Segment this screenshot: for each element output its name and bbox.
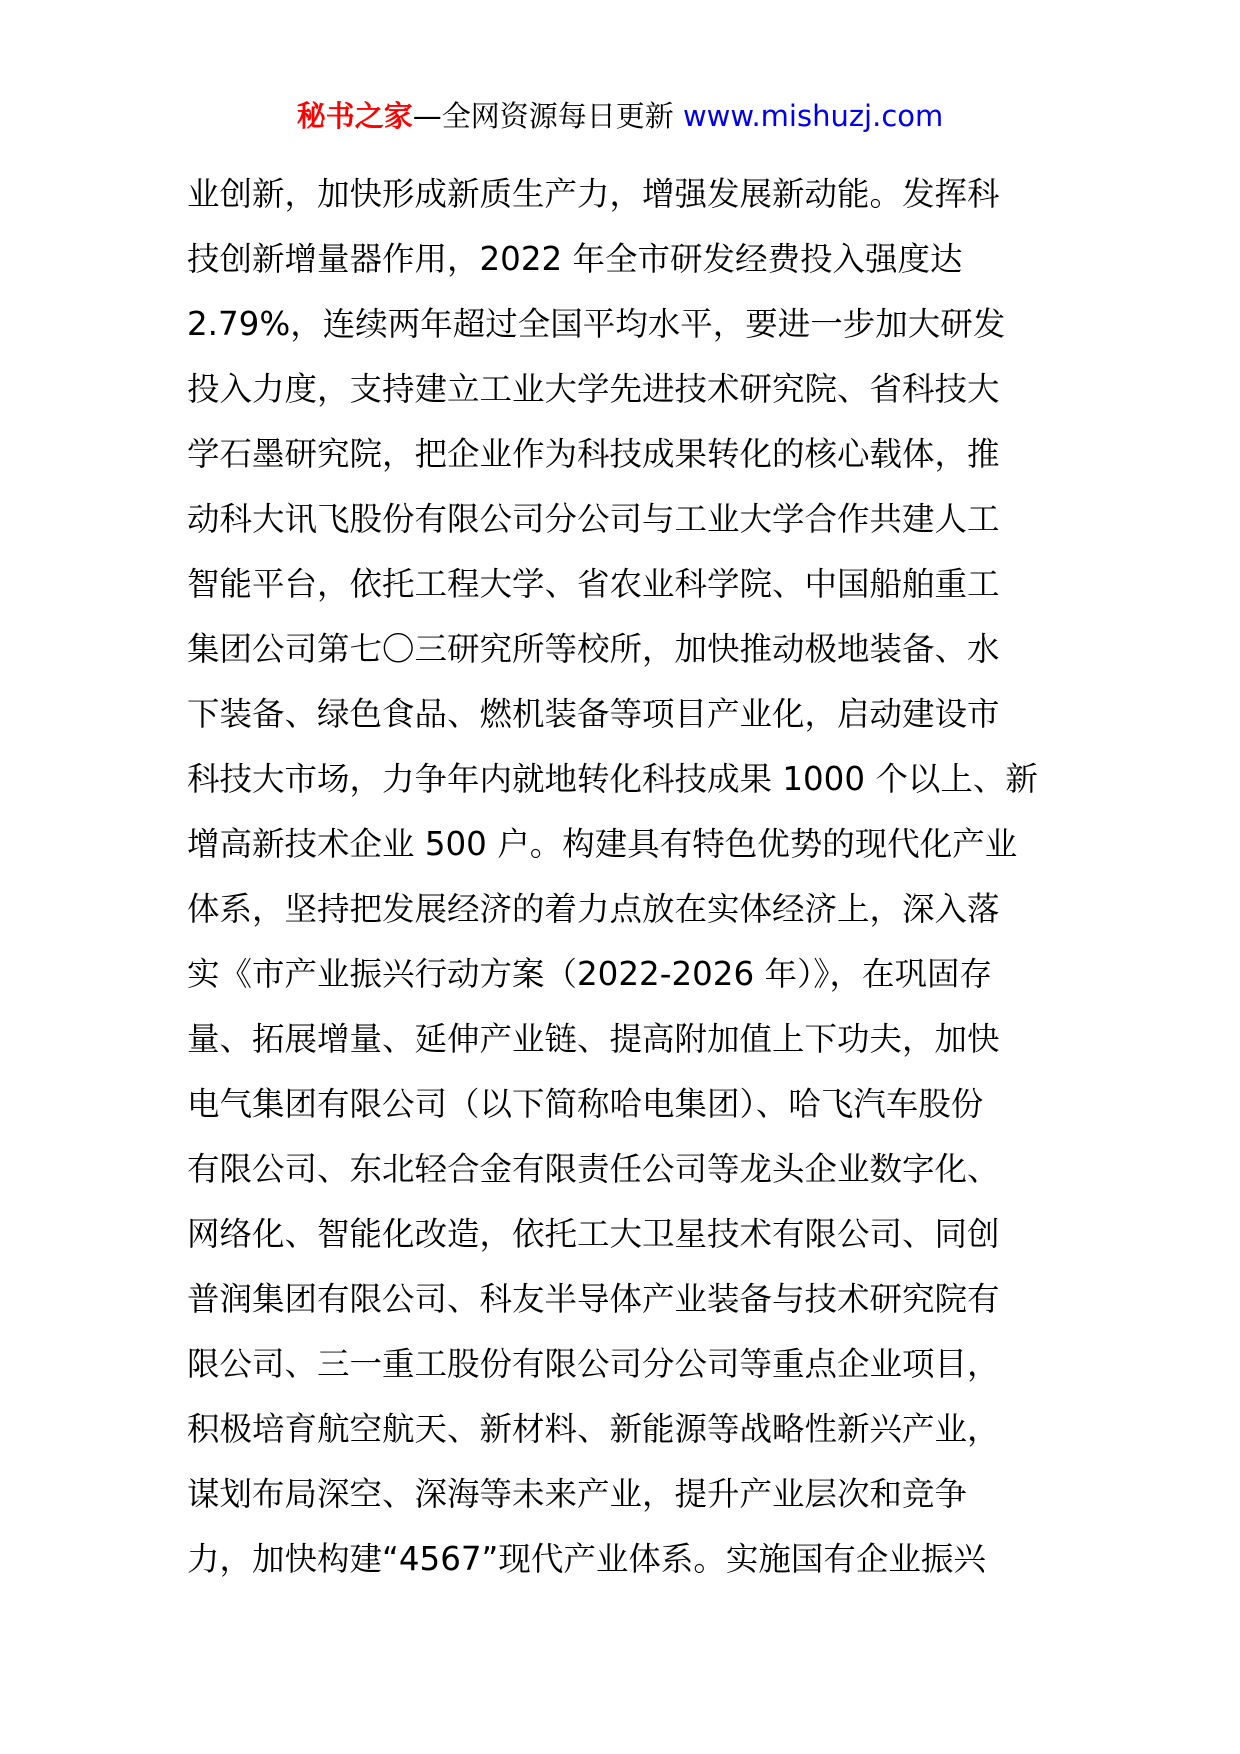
body-text-line: 科技大市场，力争年内就地转化科技成果 1000 个以上、新 xyxy=(187,760,1038,798)
header-tagline: —全网资源每日更新 xyxy=(412,99,674,133)
brand-name: 秘书之家 xyxy=(296,99,413,133)
body-text-line: 投入力度，支持建立工业大学先进技术研究院、省科技大 xyxy=(187,370,1000,408)
body-text-line: 集团公司第七〇三研究所等校所，加快推动极地装备、水 xyxy=(187,630,1000,668)
body-text-line: 普润集团有限公司、科友半导体产业装备与技术研究院有 xyxy=(187,1280,1000,1318)
body-text-line: 网络化、智能化改造，依托工大卫星技术有限公司、同创 xyxy=(187,1215,1000,1253)
body-text-line: 技创新增量器作用，2022 年全市研发经费投入强度达 xyxy=(187,240,963,278)
body-text-line: 2.79%，连续两年超过全国平均水平，要进一步加大研发 xyxy=(187,305,1006,343)
body-text-line: 学石墨研究院，把企业作为科技成果转化的核心载体，推 xyxy=(187,435,1000,473)
site-url-link[interactable]: www.mishuzj.com xyxy=(682,99,944,133)
body-text-line: 体系，坚持把发展经济的着力点放在实体经济上，深入落 xyxy=(187,890,1000,928)
document-body xyxy=(187,162,1067,1592)
body-text-line: 实《市产业振兴行动方案（2022-2026 年）》，在巩固存 xyxy=(187,955,992,993)
body-text-line: 积极培育航空航天、新材料、新能源等战略性新兴产业， xyxy=(187,1410,1000,1448)
body-text-line: 力，加快构建“4567”现代产业体系。实施国有企业振兴 xyxy=(187,1540,986,1578)
body-text-line: 有限公司、东北轻合金有限责任公司等龙头企业数字化、 xyxy=(187,1150,1000,1188)
page-header xyxy=(0,96,1240,136)
body-text-line: 增高新技术企业 500 户。构建具有特色优势的现代化产业 xyxy=(187,825,1018,863)
body-text-line: 业创新，加快形成新质生产力，增强发展新动能。发挥科 xyxy=(187,175,1000,213)
body-text-line: 智能平台，依托工程大学、省农业科学院、中国船舶重工 xyxy=(187,565,1000,603)
body-text-line: 量、拓展增量、延伸产业链、提高附加值上下功夫，加快 xyxy=(187,1020,1000,1058)
body-text-line: 动科大讯飞股份有限公司分公司与工业大学合作共建人工 xyxy=(187,500,1000,538)
body-text-line: 下装备、绿色食品、燃机装备等项目产业化，启动建设市 xyxy=(187,695,1000,733)
body-text-line: 电气集团有限公司（以下简称哈电集团）、哈飞汽车股份 xyxy=(187,1085,984,1123)
body-text-line: 限公司、三一重工股份有限公司分公司等重点企业项目， xyxy=(187,1345,1000,1383)
body-text-line: 谋划布局深空、深海等未来产业，提升产业层次和竞争 xyxy=(187,1475,968,1513)
